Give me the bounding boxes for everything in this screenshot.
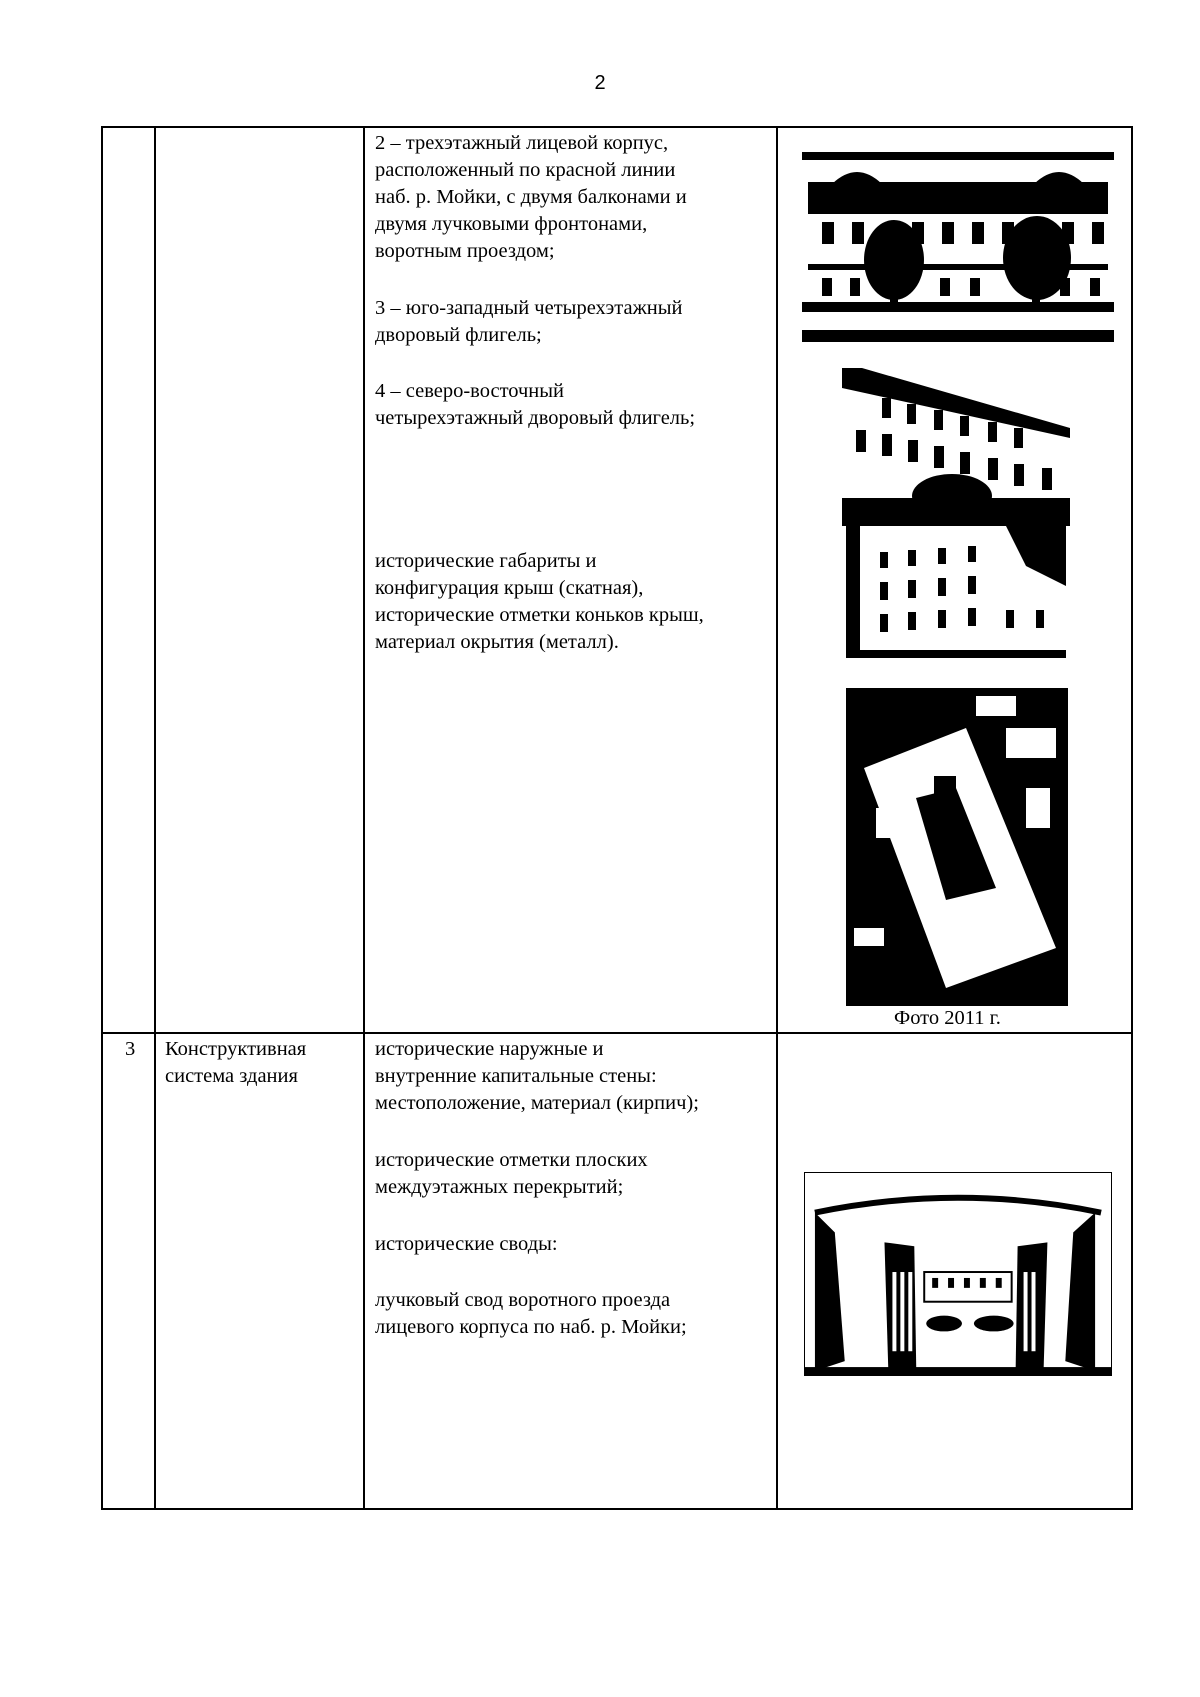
column-divider (154, 126, 156, 1510)
description-item-southwest-wing: 3 – юго-западный четырехэтажный дворовый флигель; (375, 297, 683, 346)
description-item-vaults: исторические своды: (375, 1233, 558, 1255)
page-number: 2 (594, 72, 606, 94)
row-number: 3 (125, 1038, 136, 1060)
description-item-roofs: исторические габариты и конфигурация крыш (скатная), исторические отметки коньков крыш, материал окрытия (металл). (375, 550, 704, 653)
gateway-vault-photo (804, 1172, 1112, 1376)
description-item-main-building: 2 – трехэтажный лицевой корпус, расположенный по красной линии наб. р. Мойки, с двумя балконами и двумя лучковыми фронтонами, воротным проездом; (375, 132, 687, 262)
description-item-floors: исторические отметки плоских междуэтажных перекрытий; (375, 1149, 648, 1198)
description-item-gateway-vault: лучковый свод воротного проезда лицевого корпуса по наб. р. Мойки; (375, 1289, 687, 1338)
row-subject: Конструктивная система здания (165, 1038, 307, 1087)
column-divider (363, 126, 365, 1510)
column-divider (776, 126, 778, 1510)
courtyard-wing-photo-bottom (846, 526, 1066, 658)
photo-caption: Фото 2011 г. (894, 1007, 1001, 1029)
courtyard-wing-photo-top (842, 368, 1070, 526)
facade-photo (802, 152, 1114, 342)
description-item-walls: исторические наружные и внутренние капитальные стены: местоположение, материал (кирпич); (375, 1038, 699, 1114)
description-item-northeast-wing: 4 – северо-восточный четырехэтажный дворовый флигель; (375, 380, 696, 429)
row-divider (101, 1032, 1133, 1034)
aerial-photo (846, 688, 1068, 1006)
